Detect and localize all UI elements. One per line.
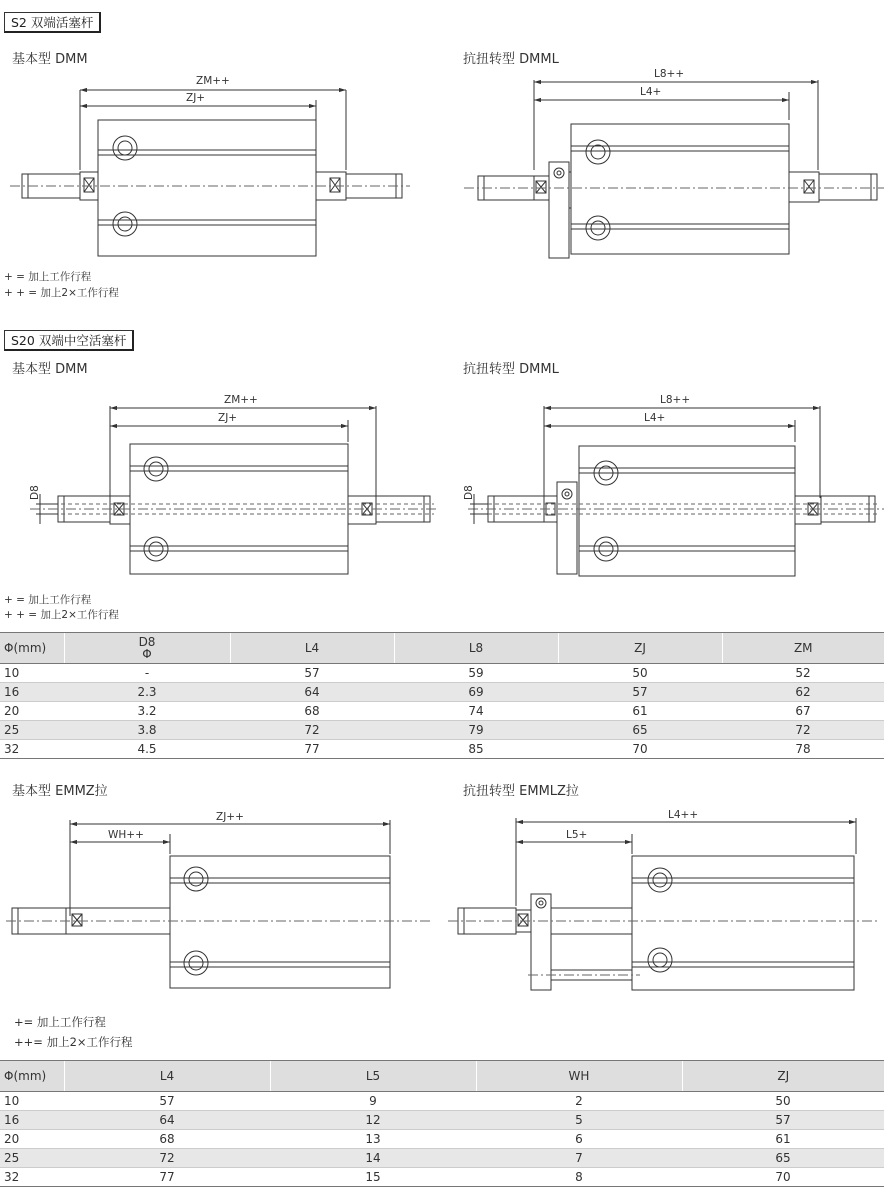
table-cell: 16 <box>0 683 64 702</box>
table-cell: 57 <box>558 683 722 702</box>
col-header: ZM <box>722 633 884 664</box>
col-header: L8 <box>394 633 558 664</box>
col-header: L5 <box>270 1061 476 1092</box>
s20-right-dim-inner: L4+ <box>644 412 666 424</box>
s20-note-1: + = 加上工作行程 <box>4 594 92 606</box>
emmz-note-1: += 加上工作行程 <box>14 1015 106 1029</box>
table-cell: 4.5 <box>64 740 230 759</box>
col-header: ZJ <box>682 1061 884 1092</box>
s2-left-dim-inner: ZJ+ <box>186 92 206 104</box>
s20-note-2: + + = 加上2×工作行程 <box>4 609 119 621</box>
s2-dmml-drawing <box>440 60 888 265</box>
table-cell: 16 <box>0 1111 64 1130</box>
table-cell: 32 <box>0 740 64 759</box>
table-cell: 74 <box>394 702 558 721</box>
table-row <box>0 721 884 740</box>
s2-dmm-drawing <box>0 60 420 265</box>
emmz-drawing <box>0 806 440 996</box>
s2-left-dim-outer: ZM++ <box>196 75 230 87</box>
col-header: L4 <box>64 1061 270 1092</box>
emmz-right-label: 抗扭转型 EMMLZ拉 <box>463 784 579 799</box>
s20-right-dim-bore: D8 <box>463 485 475 500</box>
table-cell: 20 <box>0 1130 64 1149</box>
emmz-note-2: ++= 加上2×工作行程 <box>14 1035 133 1049</box>
s2-right-dim-inner: L4+ <box>640 86 662 98</box>
table-cell: 50 <box>558 664 722 683</box>
table-cell: 8 <box>476 1168 682 1187</box>
s20-dmml-drawing <box>440 390 888 585</box>
table-cell: 77 <box>64 1168 270 1187</box>
table-cell: - <box>64 664 230 683</box>
table-cell: 13 <box>270 1130 476 1149</box>
s2-left-label: 基本型 DMM <box>12 52 88 67</box>
table-cell: 68 <box>64 1130 270 1149</box>
table-cell: 64 <box>64 1111 270 1130</box>
table-cell: 3.2 <box>64 702 230 721</box>
table-cell: 64 <box>230 683 394 702</box>
s20-left-dim-inner: ZJ+ <box>218 412 238 424</box>
section-title-s20: S20 双端中空活塞杆 <box>4 330 134 351</box>
emmz-left-label: 基本型 EMMZ拉 <box>12 784 108 799</box>
table-cell: 61 <box>558 702 722 721</box>
table-cell: 14 <box>270 1149 476 1168</box>
section-title-s2: S2 双端活塞杆 <box>4 12 101 33</box>
s2-note-2: + + = 加上2×工作行程 <box>4 287 119 299</box>
table-cell: 59 <box>394 664 558 683</box>
table-cell: 5 <box>476 1111 682 1130</box>
table-cell: 70 <box>682 1168 884 1187</box>
emmz-left-dim-outer: ZJ++ <box>216 811 244 823</box>
col-header: ZJ <box>558 633 722 664</box>
table-cell: 32 <box>0 1168 64 1187</box>
table-cell: 50 <box>682 1092 884 1111</box>
emmlz-right-dim-outer: L4++ <box>668 809 699 821</box>
col-header: L4 <box>230 633 394 664</box>
table-cell: 72 <box>230 721 394 740</box>
table-cell: 69 <box>394 683 558 702</box>
table-header-row <box>0 633 884 664</box>
s2-right-label: 抗扭转型 DMML <box>463 52 559 67</box>
table-cell: 57 <box>230 664 394 683</box>
table-cell: 6 <box>476 1130 682 1149</box>
table-cell: 62 <box>722 683 884 702</box>
table-cell: 2 <box>476 1092 682 1111</box>
spec-table-2 <box>0 1060 884 1187</box>
emmlz-drawing <box>440 806 888 996</box>
col-header: WH <box>476 1061 682 1092</box>
table-cell: 79 <box>394 721 558 740</box>
table-row <box>0 1092 884 1111</box>
s20-left-label: 基本型 DMM <box>12 362 88 377</box>
table-row <box>0 1130 884 1149</box>
table-row <box>0 702 884 721</box>
table-cell: 57 <box>64 1092 270 1111</box>
table-cell: 68 <box>230 702 394 721</box>
table-cell: 85 <box>394 740 558 759</box>
table-cell: 15 <box>270 1168 476 1187</box>
table-row <box>0 683 884 702</box>
table-cell: 65 <box>558 721 722 740</box>
table-cell: 9 <box>270 1092 476 1111</box>
table-row <box>0 1111 884 1130</box>
table-cell: 2.3 <box>64 683 230 702</box>
table-cell: 78 <box>722 740 884 759</box>
s20-left-dim-outer: ZM++ <box>224 394 258 406</box>
table-cell: 25 <box>0 1149 64 1168</box>
s20-dmm-drawing <box>0 390 440 585</box>
table-cell: 65 <box>682 1149 884 1168</box>
col-header: Φ(mm) <box>0 1061 64 1092</box>
table-cell: 3.8 <box>64 721 230 740</box>
emmz-left-dim-inner: WH++ <box>108 829 144 841</box>
table-header-row <box>0 1061 884 1092</box>
s20-right-dim-outer: L8++ <box>660 394 691 406</box>
table-cell: 12 <box>270 1111 476 1130</box>
table-cell: 70 <box>558 740 722 759</box>
col-header-line: Φ <box>142 646 152 661</box>
table-cell: 7 <box>476 1149 682 1168</box>
table-cell: 57 <box>682 1111 884 1130</box>
table-cell: 25 <box>0 721 64 740</box>
table-cell: 10 <box>0 664 64 683</box>
table-cell: 72 <box>722 721 884 740</box>
table-row <box>0 1168 884 1187</box>
table-cell: 67 <box>722 702 884 721</box>
col-header: Φ(mm) <box>0 633 64 664</box>
table-cell: 52 <box>722 664 884 683</box>
s20-right-label: 抗扭转型 DMML <box>463 362 559 377</box>
s2-note-1: + = 加上工作行程 <box>4 271 92 283</box>
table-cell: 61 <box>682 1130 884 1149</box>
s20-left-dim-bore: D8 <box>29 485 41 500</box>
s2-right-dim-outer: L8++ <box>654 68 685 80</box>
table-row <box>0 740 884 759</box>
table-cell: 72 <box>64 1149 270 1168</box>
table-row <box>0 664 884 683</box>
table-cell: 20 <box>0 702 64 721</box>
col-header-line: D8 <box>138 634 156 649</box>
table-row <box>0 1149 884 1168</box>
spec-table-1 <box>0 632 884 759</box>
table-cell: 10 <box>0 1092 64 1111</box>
emmlz-right-dim-inner: L5+ <box>566 829 588 841</box>
table-cell: 77 <box>230 740 394 759</box>
col-header <box>64 633 230 664</box>
